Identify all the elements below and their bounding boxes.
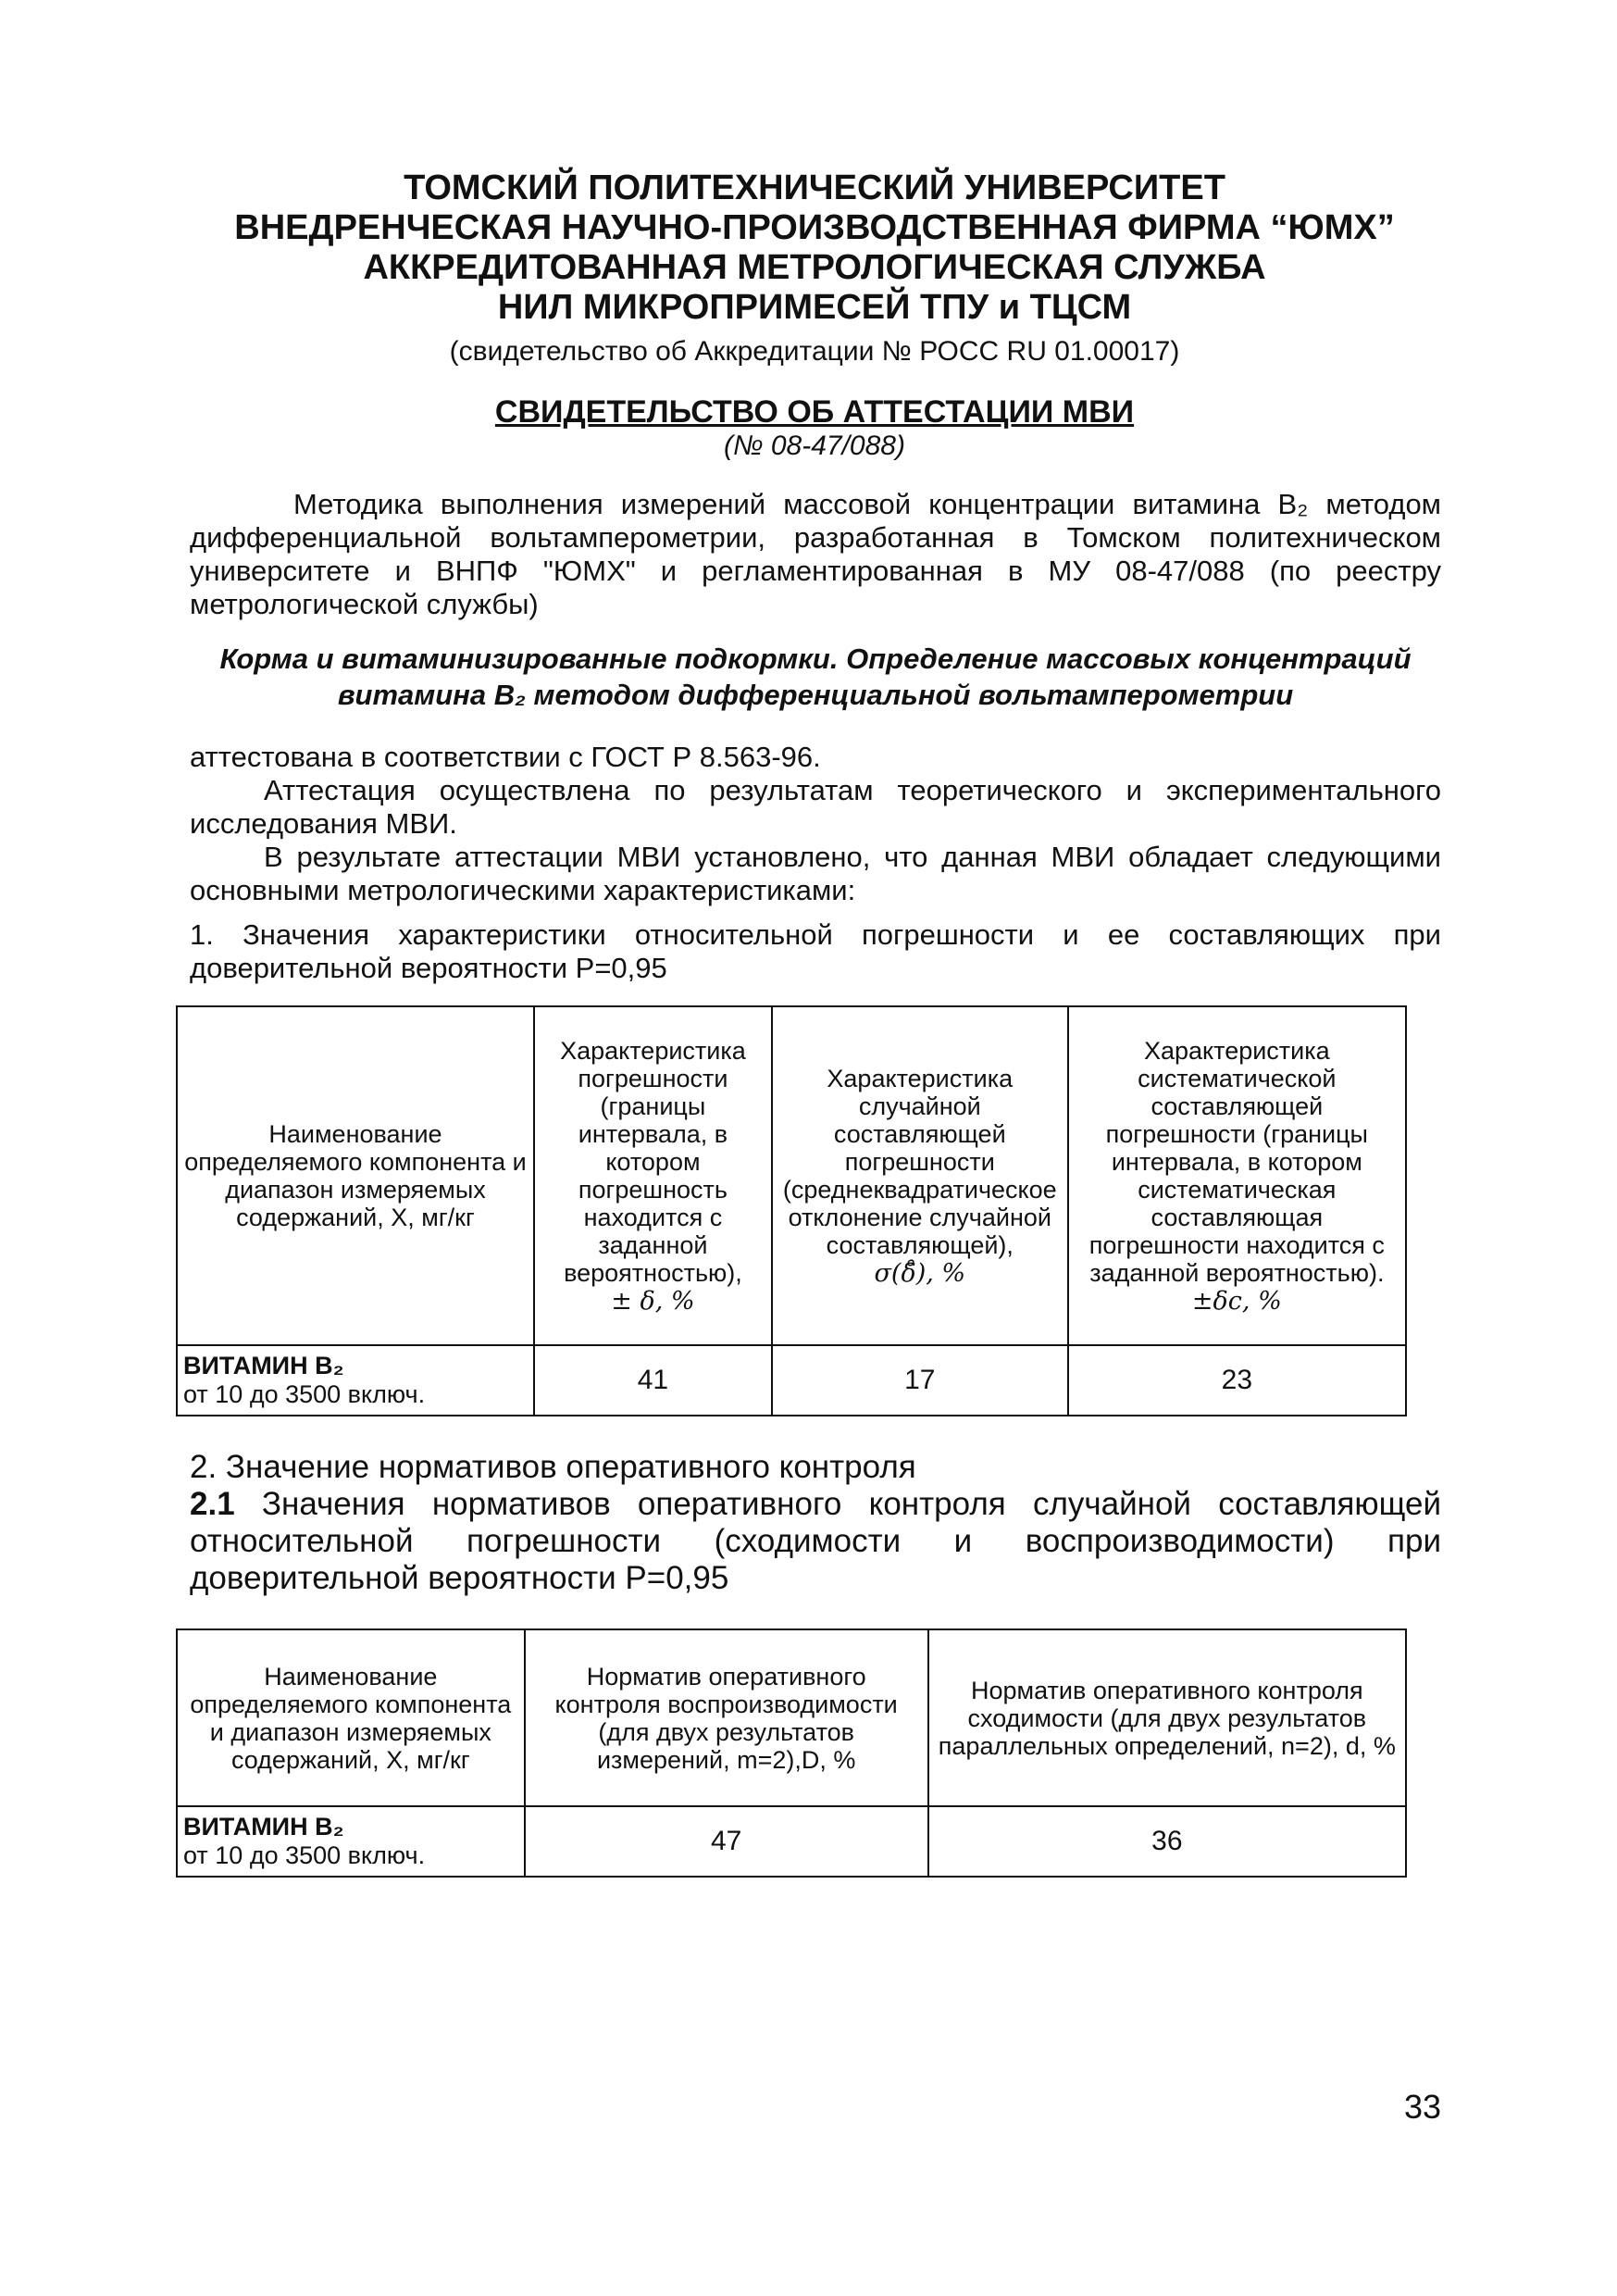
- header-university: ТОМСКИЙ ПОЛИТЕХНИЧЕСКИЙ УНИВЕРСИТЕТ: [404, 168, 1225, 207]
- metrology-table: [176, 1005, 1407, 1416]
- table-header-cell: Наименование определяемого компонента и диапазон измеряемых содержаний, Х, мг/кг: [177, 1006, 534, 1345]
- table-cell-value: 17: [772, 1345, 1068, 1416]
- section-2-1-paragraph: 2.1 Значения нормативов оперативного контроля случайной составляющей относительной погрешности (сходимости и воспроизводимости) при доверительной вероятности Р=0,95: [190, 1486, 1441, 1596]
- body-paragraph: Аттестация осуществлена по результатам теоретического и экспериментального исследования МВИ.: [190, 774, 1441, 840]
- body-text: [190, 741, 1441, 985]
- body-paragraph: аттестована в соответствии с ГОСТ Р 8.563-96.: [190, 741, 821, 773]
- document-title-block: [176, 393, 1453, 462]
- table-header-cell: Норматив оперативного контроля воспроизводимости (для двух результатов измерений, m=2),D, %: [525, 1629, 928, 1806]
- table-header-cell: Наименование определяемого компонента и диапазон измеряемых содержаний, Х, мг/кг: [177, 1629, 525, 1806]
- table-cell-value: 36: [928, 1806, 1406, 1877]
- table-cell-value: 41: [534, 1345, 772, 1416]
- table-cell-value: 47: [525, 1806, 928, 1877]
- table-cell-component: ВИТАМИН В₂ от 10 до 3500 включ.: [177, 1345, 534, 1416]
- table-header-cell: Норматив оперативного контроля сходимости (для двух результатов параллельных определений, n=2), d, %: [928, 1629, 1406, 1806]
- table-header-row: [177, 1629, 1406, 1806]
- section-2: [190, 1449, 1441, 1597]
- table-header-cell: Характеристика случайной составляющей погрешности (среднеквадратическое отклонение случайной составляющей), σ(δ̊), %: [772, 1006, 1068, 1345]
- subject-title: Корма и витаминизированные подкормки. Определение массовых концентраций витамина В₂ методом дифференциальной вольтамперометрии: [219, 643, 1412, 711]
- table-row: [177, 1345, 1406, 1416]
- header-lab: НИЛ МИКРОПРИМЕСЕЙ ТПУ и ТЦСМ: [497, 288, 1132, 327]
- table-header-cell: Характеристика погрешности (границы интервала, в котором погрешность находится с заданной вероятностью), ± δ, %: [534, 1006, 772, 1345]
- table-row: [177, 1806, 1406, 1877]
- header-company: ВНЕДРЕНЧЕСКАЯ НАУЧНО-ПРОИЗВОДСТВЕННАЯ ФИРМА “ЮМХ”: [234, 208, 1395, 247]
- method-text: Методика выполнения измерений массовой концентрации витамина В₂ методом дифференциальной вольтамперометрии, разработанная в Томском политехническом университете и ВНПФ "ЮМХ" и регламентированная в МУ 08-47/088 (по реестру метрологической службы): [190, 488, 1441, 620]
- table-cell-component: ВИТАМИН В₂ от 10 до 3500 включ.: [177, 1806, 525, 1877]
- body-paragraph: 1. Значения характеристики относительной погрешности и ее составляющих при доверительной вероятности Р=0,95: [190, 918, 1441, 984]
- document-title: СВИДЕТЕЛЬСТВО ОБ АТТЕСТАЦИИ МВИ: [494, 394, 1135, 430]
- document-header: [176, 168, 1453, 370]
- table-header-row: [177, 1006, 1406, 1345]
- control-norms-table: [176, 1628, 1407, 1878]
- section-2-heading: 2. Значение нормативов оперативного контроля: [190, 1449, 916, 1485]
- table-cell-value: 23: [1068, 1345, 1406, 1416]
- header-service: АККРЕДИТОВАННАЯ МЕТРОЛОГИЧЕСКАЯ СЛУЖБА: [363, 248, 1266, 287]
- table-header-cell: Характеристика систематической составляющей погрешности (границы интервала, в котором систематическая составляющая погрешности находится с заданной вероятностью). ±δc, %: [1068, 1006, 1406, 1345]
- method-paragraph: [190, 488, 1441, 621]
- page-number: 33: [1403, 2088, 1441, 2126]
- body-paragraph: В результате аттестации МВИ установлено, что данная МВИ обладает следующими основными метрологическими характеристиками:: [190, 841, 1441, 906]
- document-number: (№ 08-47/088): [724, 430, 905, 461]
- header-certificate: (свидетельство об Аккредитации № РОСС RU 01.00017): [449, 336, 1180, 367]
